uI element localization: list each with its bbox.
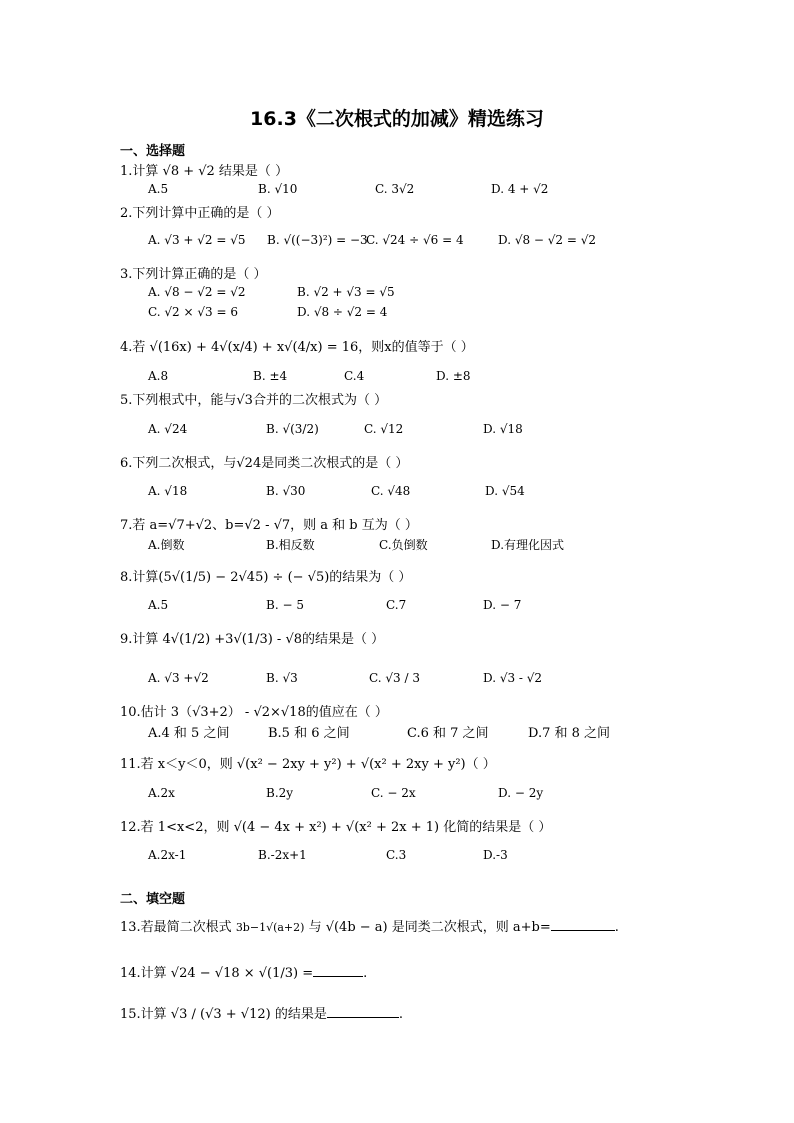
q5-option-d: D. √18 [483, 422, 523, 436]
q2-option-a: A. √3 + √2 = √5 [148, 233, 246, 247]
q12-option-b: B.-2x+1 [258, 848, 307, 862]
q9-option-d: D. √3 - √2 [483, 671, 543, 685]
q8-option-b: B. − 5 [266, 598, 304, 612]
q7-option-c: C.负倒数 [379, 538, 428, 552]
q7-option-b: B.相反数 [266, 538, 315, 552]
q2-option-d: D. √8 − √2 = √2 [498, 233, 597, 247]
page-title: 16.3《二次根式的加减》精选练习 [250, 108, 544, 130]
q15-stem-b: . [398, 1007, 403, 1022]
q1-option-b: B. √10 [258, 182, 298, 196]
q5-option-c: C. √12 [364, 422, 404, 436]
question-3: 3.下列计算正确的是（ ） [120, 267, 267, 282]
q12-option-a: A.2x-1 [148, 848, 187, 862]
question-8: 8.计算(5√(1/5) − 2√45) ÷ (− √5)的结果为（ ） [120, 570, 412, 585]
q9-option-a: A. √3 +√2 [148, 671, 209, 685]
question-4: 4.若 √(16x) + 4√(x/4) + x√(4/x) = 16，则x的值等于（ ） [120, 340, 474, 355]
q2-option-c: C. √24 ÷ √6 = 4 [366, 233, 464, 247]
q5-option-a: A. √24 [148, 422, 188, 436]
answer-blank-13[interactable] [551, 918, 615, 931]
question-5: 5.下列根式中，能与√3合并的二次根式为（ ） [120, 393, 388, 408]
q14-stem-b: . [363, 966, 368, 981]
question-11: 11.若 x＜y＜0，则 √(x² − 2xy + y²) + √(x² + 2xy + y²)（ ） [120, 757, 496, 772]
question-7: 7.若 a=√7+√2、b=√2 - √7，则 a 和 b 互为（ ） [120, 518, 418, 533]
q11-option-c: C. − 2x [371, 786, 416, 800]
answer-blank-14[interactable] [313, 964, 363, 977]
q8-option-c: C.7 [386, 598, 407, 612]
q13-stem-d: . [614, 920, 619, 935]
question-10: 10.估计 3（√3+2） - √2×√18的值应在（ ） [120, 705, 388, 720]
question-2: 2.下列计算中正确的是（ ） [120, 206, 280, 221]
q1-option-c: C. 3√2 [375, 182, 415, 196]
q10-option-a: A.4 和 5 之间 [148, 726, 230, 741]
question-15 [120, 1003, 403, 1022]
q7-option-a: A.倒数 [148, 538, 185, 552]
q1-option-a: A.5 [148, 182, 169, 196]
q13-stem-a: 13.若最简二次根式 [120, 920, 236, 935]
q11-option-b: B.2y [266, 786, 294, 800]
q6-option-c: C. √48 [371, 484, 411, 498]
q4-option-a: A.8 [148, 369, 169, 383]
q11-option-a: A.2x [148, 786, 175, 800]
q1-option-d: D. 4 + √2 [491, 182, 549, 196]
question-14 [120, 962, 367, 981]
question-6: 6.下列二次根式，与√24是同类二次根式的是（ ） [120, 456, 409, 471]
q4-option-d: D. ±8 [436, 369, 471, 383]
q10-option-b: B.5 和 6 之间 [268, 726, 350, 741]
section-heading-fill-blank: 二、填空题 [120, 892, 186, 907]
q14-stem-a: 14.计算 √24 − √18 × √(1/3) = [120, 966, 314, 981]
q10-option-c: C.6 和 7 之间 [407, 726, 489, 741]
q5-option-b: B. √(3/2) [266, 422, 319, 436]
q3-option-b: B. √2 + √3 = √5 [297, 285, 395, 299]
question-1: 1.计算 √8 + √2 结果是（ ） [120, 164, 289, 179]
q3-option-d: D. √8 ÷ √2 = 4 [297, 305, 388, 319]
q9-option-c: C. √3 / 3 [369, 671, 420, 685]
q6-option-b: B. √30 [266, 484, 306, 498]
q15-stem-a: 15.计算 √3 / (√3 + √12) 的结果是 [120, 1007, 327, 1022]
q2-option-b: B. √((−3)²) = −3 [267, 233, 368, 247]
question-13 [120, 916, 619, 935]
q8-option-d: D. − 7 [483, 598, 522, 612]
answer-blank-15[interactable] [327, 1005, 399, 1018]
q12-option-d: D.-3 [483, 848, 508, 862]
q13-radical-1: 3b−1√(a+2) [235, 921, 305, 934]
q6-option-d: D. √54 [485, 484, 525, 498]
q13-stem-c: 与 √(4b − a) 是同类二次根式，则 a+b= [304, 920, 551, 935]
q9-option-b: B. √3 [266, 671, 298, 685]
q3-option-c: C. √2 × √3 = 6 [148, 305, 238, 319]
q11-option-d: D. − 2y [498, 786, 544, 800]
q7-option-d: D.有理化因式 [491, 538, 565, 552]
q6-option-a: A. √18 [148, 484, 188, 498]
q3-option-a: A. √8 − √2 = √2 [148, 285, 246, 299]
question-12: 12.若 1<x<2，则 √(4 − 4x + x²) + √(x² + 2x + 1) 化简的结果是（ ） [120, 820, 552, 835]
q4-option-b: B. ±4 [253, 369, 288, 383]
question-9: 9.计算 4√(1/2) +3√(1/3) - √8的结果是（ ） [120, 632, 385, 647]
q8-option-a: A.5 [148, 598, 169, 612]
q12-option-c: C.3 [386, 848, 407, 862]
q4-option-c: C.4 [344, 369, 365, 383]
q10-option-d: D.7 和 8 之间 [528, 726, 611, 741]
section-heading-choice: 一、选择题 [120, 144, 186, 159]
